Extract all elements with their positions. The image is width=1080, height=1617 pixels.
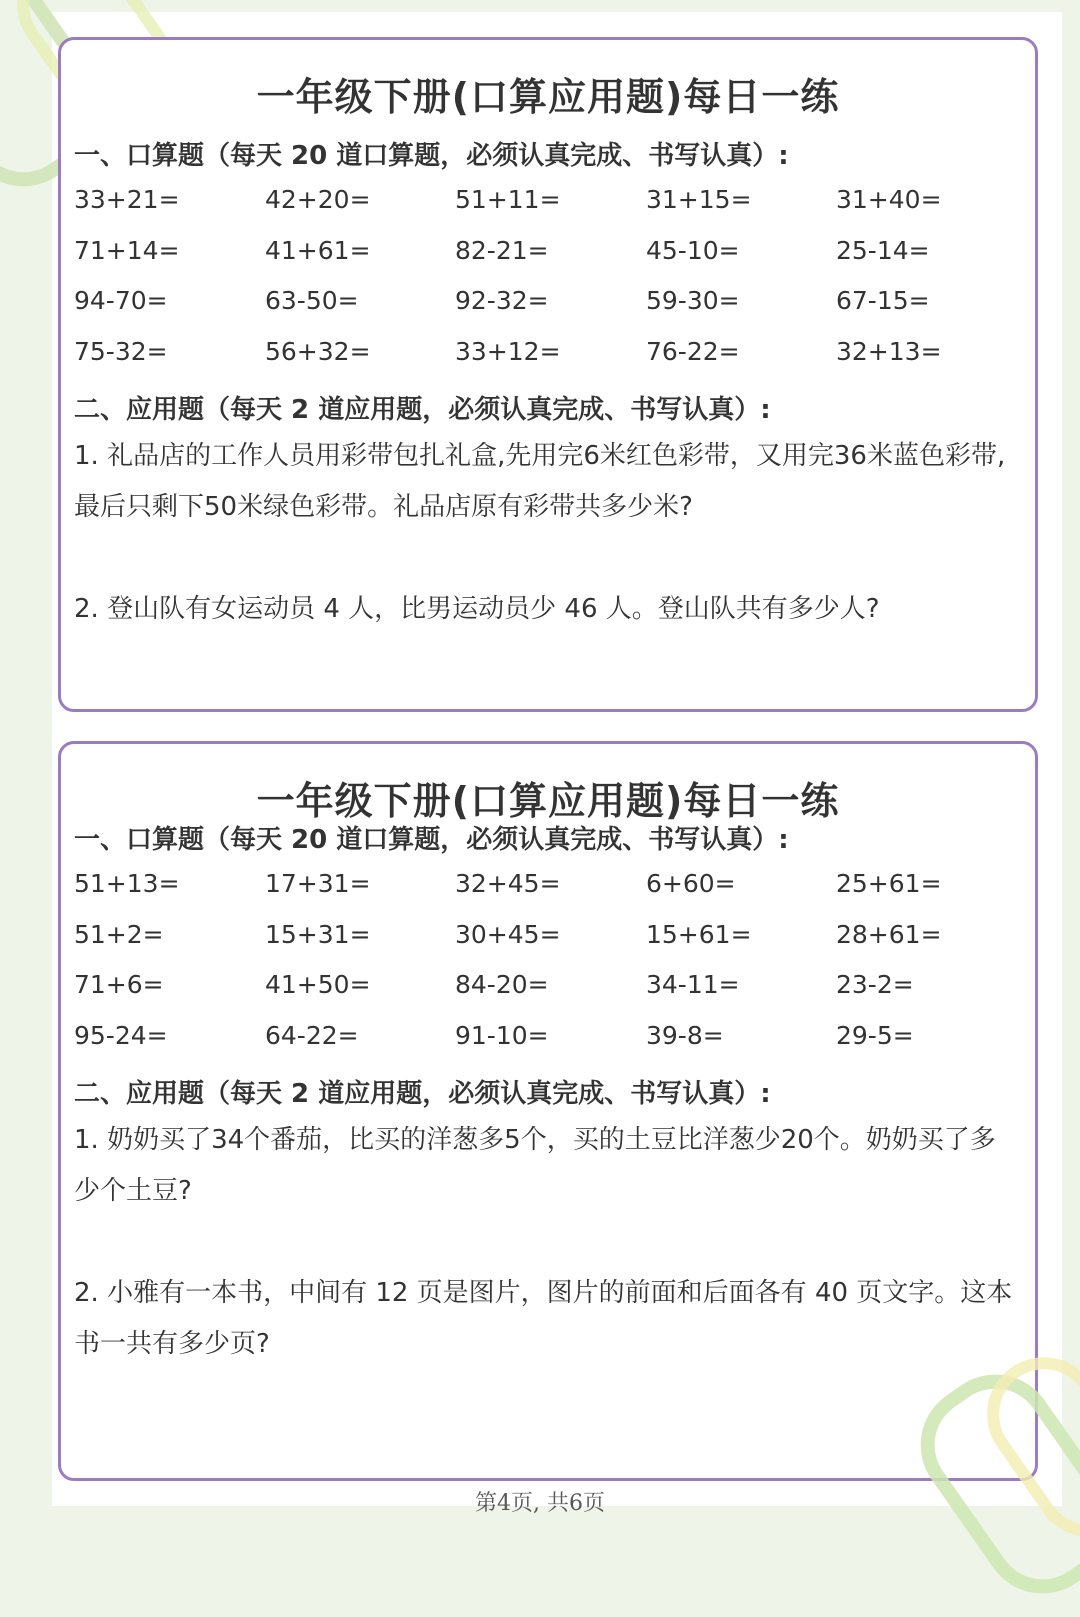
word-problem: 1. 奶奶买了34个番茄，比买的洋葱多5个，买的土豆比洋葱少20个。奶奶买了多少个土豆? (74, 1125, 996, 1206)
section-heading-word-problems: 二、应用题（每天 2 道应用题，必须认真完成、书写认真）: (74, 395, 771, 425)
equation-row (74, 1021, 1024, 1061)
equation: 33+21= (74, 185, 180, 214)
equation: 95-24= (74, 1021, 168, 1050)
equation: 94-70= (74, 286, 168, 315)
equation: 84-20= (455, 970, 549, 999)
worksheet-card-1 (58, 37, 1038, 712)
equation: 34-11= (646, 970, 740, 999)
equation: 67-15= (836, 286, 930, 315)
equation: 51+11= (455, 185, 561, 214)
equation-row (74, 185, 1024, 225)
equation: 39-8= (646, 1021, 724, 1050)
word-problem: 1. 礼品店的工作人员用彩带包扎礼盒,先用完6米红色彩带，又用完36米蓝色彩带,最后只剩下50米绿色彩带。礼品店原有彩带共多少米? (74, 441, 1006, 522)
equation: 64-22= (265, 1021, 359, 1050)
equation: 63-50= (265, 286, 359, 315)
equation: 41+50= (265, 970, 371, 999)
equation: 91-10= (455, 1021, 549, 1050)
equation: 29-5= (836, 1021, 914, 1050)
section-heading-mental-math: 一、口算题（每天 20 道口算题，必须认真完成、书写认真）: (74, 825, 789, 855)
equation: 25-14= (836, 236, 930, 265)
equation-row (74, 920, 1024, 960)
equation: 51+2= (74, 920, 164, 949)
equation: 32+45= (455, 869, 561, 898)
equation: 6+60= (646, 869, 736, 898)
equation: 30+45= (455, 920, 561, 949)
equation: 28+61= (836, 920, 942, 949)
equation: 75-32= (74, 337, 168, 366)
equation: 42+20= (265, 185, 371, 214)
equation: 82-21= (455, 236, 549, 265)
equation: 23-2= (836, 970, 914, 999)
equation: 59-30= (646, 286, 740, 315)
worksheet-title: 一年级下册(口算应用题)每日一练 (256, 779, 840, 823)
equation: 15+31= (265, 920, 371, 949)
equation: 31+40= (836, 185, 942, 214)
equation: 25+61= (836, 869, 942, 898)
equation: 15+61= (646, 920, 752, 949)
section-heading-word-problems: 二、应用题（每天 2 道应用题，必须认真完成、书写认真）: (74, 1079, 771, 1109)
equation-row (74, 236, 1024, 276)
equation: 33+12= (455, 337, 561, 366)
equation: 71+6= (74, 970, 164, 999)
equation: 32+13= (836, 337, 942, 366)
equation-row (74, 970, 1024, 1010)
equation-row (74, 337, 1024, 377)
worksheet-title: 一年级下册(口算应用题)每日一练 (256, 75, 840, 119)
page-footer: 第4页, 共6页 (475, 1491, 605, 1516)
equation-row (74, 869, 1024, 909)
equation: 71+14= (74, 236, 180, 265)
word-problem: 2. 登山队有女运动员 4 人，比男运动员少 46 人。登山队共有多少人? (74, 594, 880, 624)
section-heading-mental-math: 一、口算题（每天 20 道口算题，必须认真完成、书写认真）: (74, 141, 789, 171)
equation: 45-10= (646, 236, 740, 265)
equation-row (74, 286, 1024, 326)
equation: 76-22= (646, 337, 740, 366)
equation: 92-32= (455, 286, 549, 315)
equation: 51+13= (74, 869, 180, 898)
equation: 31+15= (646, 185, 752, 214)
word-problem: 2. 小雅有一本书，中间有 12 页是图片，图片的前面和后面各有 40 页文字。这本书一共有多少页? (74, 1278, 1013, 1359)
equation: 56+32= (265, 337, 371, 366)
equation: 41+61= (265, 236, 371, 265)
equation: 17+31= (265, 869, 371, 898)
worksheet-card-2 (58, 741, 1038, 1481)
